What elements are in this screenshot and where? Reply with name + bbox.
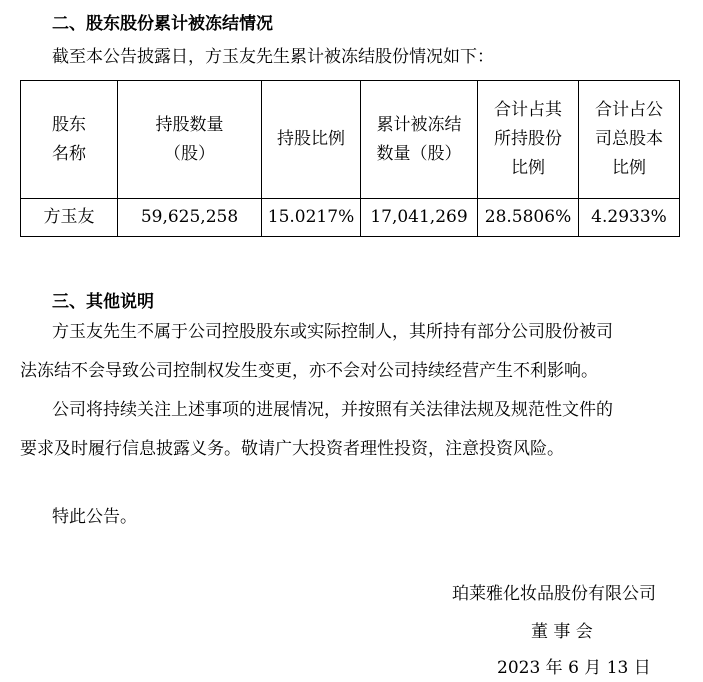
header-cell-ratio-of-holdings: 合计占其 所持股份 比例: [478, 81, 579, 199]
freeze-table: [20, 80, 680, 237]
closing-text: 特此公告。: [52, 507, 137, 527]
paragraph-2-line-2: 要求及时履行信息披露义务。敬请广大投资者理性投资，注意投资风险。: [20, 439, 564, 459]
signature-date: 2023 年 6 月 13 日: [497, 658, 651, 678]
header-cell-holding-ratio: 持股比例: [262, 81, 361, 199]
header-cell-frozen-shares: 累计被冻结 数量（股）: [361, 81, 478, 199]
signature-company: 珀莱雅化妆品股份有限公司: [452, 584, 656, 604]
signature-board: 董 事 会: [531, 622, 593, 642]
table-header-row: [21, 81, 680, 199]
header-cell-shareholder: 股东 名称: [21, 81, 118, 199]
cell-frozen-shares: 17,041,269: [361, 199, 478, 237]
section-heading-other: 三、其他说明: [52, 292, 154, 312]
paragraph-1-line-1: 方玉友先生不属于公司控股股东或实际控制人，其所持有部分公司股份被司: [52, 322, 613, 342]
paragraph-2-line-1: 公司将持续关注上述事项的进展情况，并按照有关法律法规及规范性文件的: [52, 400, 613, 420]
intro-text: 截至本公告披露日，方玉友先生累计被冻结股份情况如下：: [52, 47, 494, 67]
header-cell-ratio-of-total: 合计占公 司总股本 比例: [579, 81, 680, 199]
section-heading-freeze: 二、股东股份累计被冻结情况: [52, 14, 273, 34]
table-row: [21, 199, 680, 237]
cell-holding-ratio: 15.0217%: [262, 199, 361, 237]
cell-ratio-of-holdings: 28.5806%: [478, 199, 579, 237]
cell-shares-held: 59,625,258: [118, 199, 262, 237]
header-cell-shares-held: 持股数量 （股）: [118, 81, 262, 199]
cell-shareholder-name: 方玉友: [21, 199, 118, 237]
paragraph-1-line-2: 法冻结不会导致公司控制权发生变更，亦不会对公司持续经营产生不利影响。: [20, 361, 598, 381]
cell-ratio-of-total: 4.2933%: [579, 199, 680, 237]
